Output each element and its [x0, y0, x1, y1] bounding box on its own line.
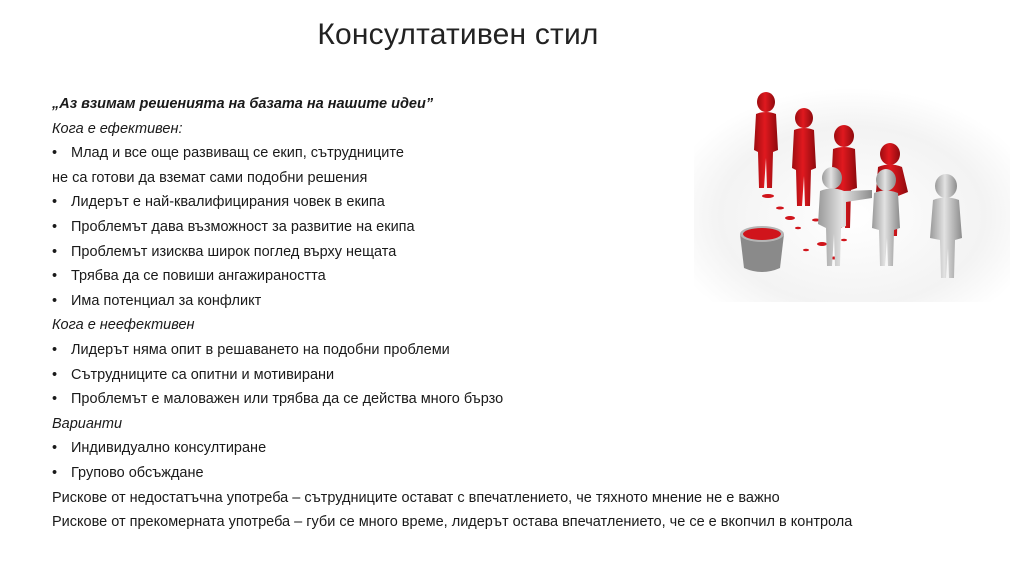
list-item: • Групово обсъждане: [52, 461, 952, 486]
ineffective-heading: Кога е неефективен: [52, 317, 195, 334]
list-item: • Проблемът изисква широк поглед върху нещата: [52, 240, 952, 265]
effective-heading: Кога е ефективен:: [52, 120, 183, 137]
list-item: • Трябва да се повиши ангажираността: [52, 264, 952, 289]
risk-underuse: Рискове от недостатъчна употреба – сътрудниците остават с впечатлението, че тяхното мнение не е важно: [52, 489, 780, 506]
quote: „Аз взимам решенията на базата на нашите идеи”: [52, 96, 434, 112]
list-item: • Млад и все още развиващ се екип, сътрудниците: [52, 141, 952, 166]
team-paint-illustration: [694, 88, 1010, 302]
slide-title: Консултативен стил: [317, 18, 599, 51]
list-item: • Лидерът е най-квалифицирания човек в екипа: [52, 190, 952, 215]
list-item: • Проблемът е маловажен или трябва да се действа много бързо: [52, 387, 952, 412]
list-item-continuation: не са готови да вземат сами подобни решения: [52, 169, 368, 186]
list-item: • Индивидуално консултиране: [52, 436, 952, 461]
risk-overuse: Рискове от прекомерната употреба – губи се много време, лидерът остава впечатлението, че се е вкопчил в контрола: [52, 514, 853, 531]
paint-bucket: [740, 226, 784, 272]
list-item: • Лидерът няма опит в решаването на подобни проблеми: [52, 338, 952, 363]
list-item: • Има потенциал за конфликт: [52, 289, 952, 314]
list-item: • Сътрудниците са опитни и мотивирани: [52, 363, 952, 388]
list-item: • Проблемът дава възможност за развитие на екипа: [52, 215, 952, 240]
variants-heading: Варианти: [52, 415, 123, 432]
